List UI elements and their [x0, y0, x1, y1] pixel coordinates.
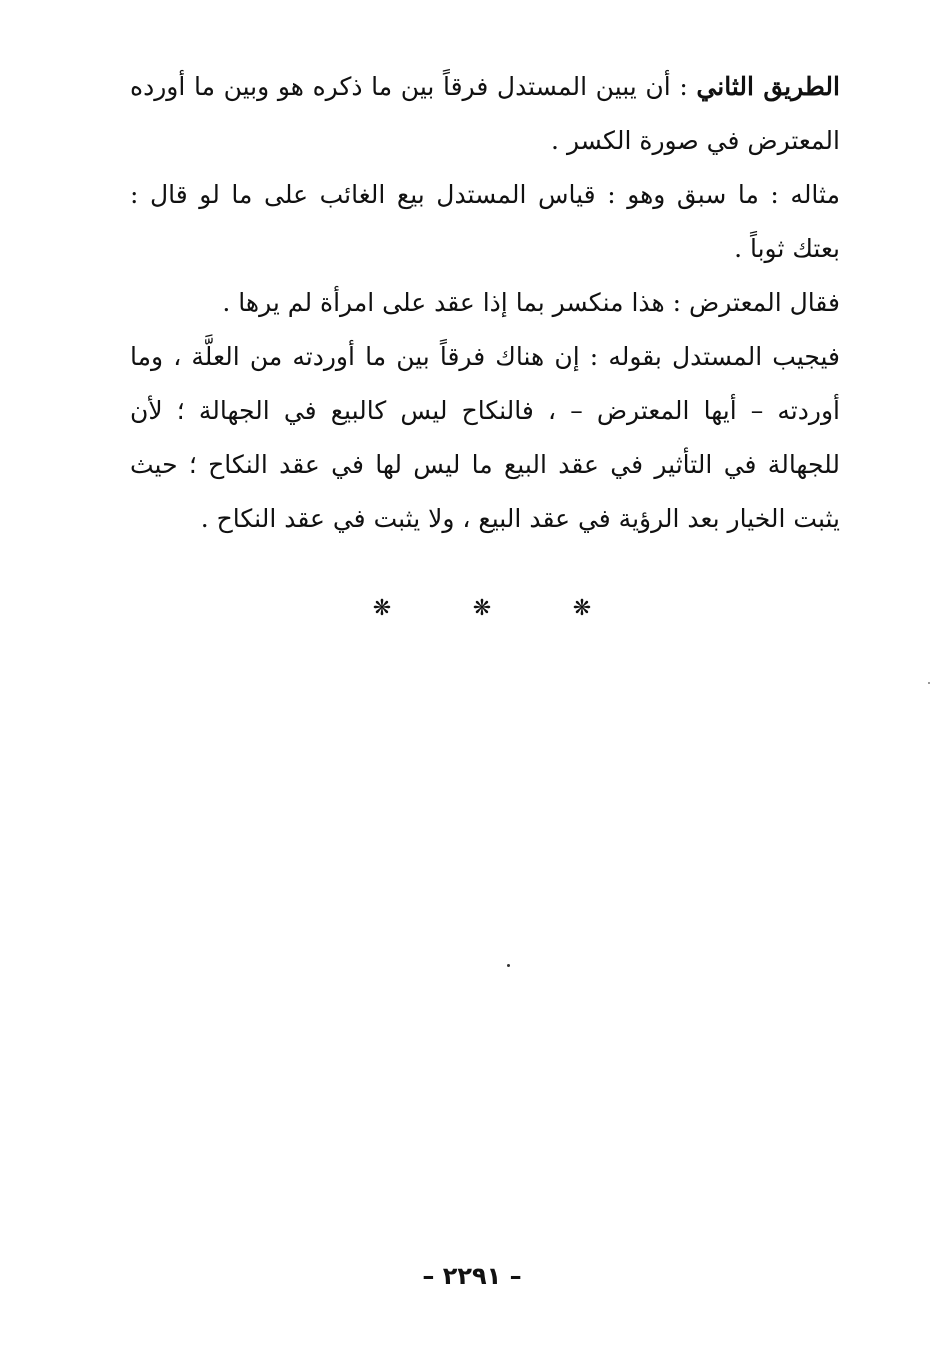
stray-dot: [507, 964, 510, 967]
separator-star-icon: ❋: [572, 596, 592, 621]
page-number: – ٢٢٩١ –: [422, 1262, 522, 1290]
paragraph-objector: فقال المعترض : هذا منكسر بما إذا عقد على امرأة لم يرها .: [222, 288, 840, 317]
separator-star-icon: ❋: [372, 596, 392, 621]
margin-mark: [928, 682, 930, 684]
method-heading: الطريق الثاني: [696, 72, 840, 101]
section-separator: [362, 596, 602, 621]
paragraph-example: مثاله : ما سبق وهو : قياس المستدل بيع الغائب على ما لو قال : بعتك ثوباً .: [130, 180, 840, 263]
separator-star-icon: ❋: [472, 596, 492, 621]
paragraph-response: فيجيب المستدل بقوله : إن هناك فرقاً بين ما أوردته من العلَّة ، وما أوردته – أيها المعترض – ، فالنكاح ليس كالبيع في الجهالة ؛ لأن للجهالة في التأثير في عقد البيع ما ليس لها في عقد النكاح ؛ حيث يثبت الخيار بعد الرؤية في عقد البيع ، ولا يثبت في عقد النكاح .: [130, 342, 840, 533]
paragraph-second-method-body: : أن يبين المستدل فرقاً بين ما ذكره هو وبين ما أورده المعترض في صورة الكسر .: [130, 72, 840, 155]
paragraph-second-method: [130, 60, 840, 168]
